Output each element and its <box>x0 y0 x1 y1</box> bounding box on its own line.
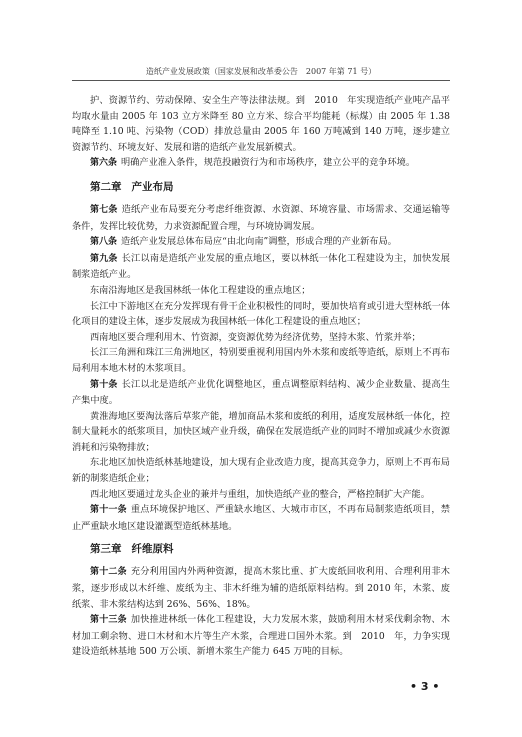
section-fiber <box>72 564 450 660</box>
paragraph-text: 明确产业准入条件，规范投融资行为和市场秩序，建立公平的竞争环境。 <box>121 157 416 169</box>
article-number: 第十条 <box>90 379 118 390</box>
page-number: • 3 • <box>410 680 440 693</box>
paragraph <box>72 455 450 486</box>
paragraph <box>72 299 450 330</box>
paragraph-text: 长江以南是造纸产业发展的重点地区，要以林纸一体化工程建设为主，加快发展制浆造纸产业。 <box>72 252 450 281</box>
paragraph-text: 护、资源节约、劳动保障、安全生产等法律法规。到 2010 年实现造纸产业吨产品平均取水量由 2005 年 103 立方米降至 80 立方米、综合平均能耗（标煤）由 2005 年 1.38 吨降至 1.10 吨、污染物（COD）排放总量由 2005 年 160 万吨减到 140 万吨，逐步建立资源节约、环境友好、发展和谐的造纸产业发展新模式。 <box>72 95 450 153</box>
paragraph-text: 西南地区要合理利用木、竹资源，变资源优势为经济优势，坚持木浆、竹浆并举； <box>90 331 421 343</box>
paragraph-text: 造纸产业发展总体布局应“由北向南”调整，形成合理的产业新布局。 <box>121 236 397 248</box>
chapter-title: 产业布局 <box>131 180 174 193</box>
paragraph <box>72 502 450 534</box>
paragraph-text: 东北地区加快造纸林基地建设，加大现有企业改造力度，提高其竞争力，原则上不再布局新的制浆造纸企业； <box>72 457 450 485</box>
paragraph <box>72 234 450 251</box>
paragraph-text: 长江以北是造纸产业优化调整地区，重点调整原料结构、减少企业数量、提高生产集中度。 <box>72 378 450 407</box>
paragraph-text: 东南沿海地区是我国林纸一体化工程建设的重点地区； <box>90 284 311 296</box>
article-number: 第十三条 <box>90 615 127 626</box>
header-rule <box>72 80 450 81</box>
chapter-number: 第三章 <box>90 543 122 556</box>
paragraph <box>72 251 450 283</box>
article-number: 第十一条 <box>90 505 127 516</box>
paragraph <box>72 283 450 299</box>
article-number: 第六条 <box>90 158 118 169</box>
paragraph <box>72 409 450 456</box>
paragraph <box>72 330 450 346</box>
paragraph-text: 加快推进林纸一体化工程建设，大力发展木浆，鼓励利用木材采伐剩余物、木材加工剩余物、进口木材和木片等生产木浆，合理进口国外木浆。到 2010 年，力争实现建设造纸林基地 500 万公顷、新增木浆生产能力 645 万吨的目标。 <box>72 614 450 658</box>
document-body <box>72 93 450 660</box>
paragraph-text: 西北地区要通过龙头企业的兼并与重组，加快造纸产业的整合，严格控制扩大产能。 <box>90 488 430 500</box>
chapter-number: 第二章 <box>90 180 122 193</box>
paragraph <box>72 612 450 660</box>
paragraph <box>72 93 450 155</box>
section-layout <box>72 202 450 534</box>
article-number: 第十二条 <box>90 567 127 578</box>
paragraph <box>72 202 450 234</box>
paragraph <box>72 487 450 503</box>
chapter-title: 纤维原料 <box>131 543 174 556</box>
paragraph-text: 造纸产业布局要充分考虑纤维资源、水资源、环境容量、市场需求、交通运输等条件，发挥比较优势，力求资源配置合理，与环境协调发展。 <box>72 203 450 232</box>
chapter-heading-2 <box>72 178 450 196</box>
paragraph <box>72 155 450 172</box>
paragraph-text: 长江中下游地区在充分发挥现有骨干企业积极性的同时，要加快培育或引进大型林纸一体化项目的建设主体，逐步发展成为我国林纸一体化工程建设的重点地区； <box>72 300 450 328</box>
paragraph <box>72 345 450 376</box>
article-number: 第九条 <box>90 253 118 264</box>
paragraph-text: 重点环境保护地区、严重缺水地区、大城市市区，不再布局制浆造纸项目，禁止严重缺水地区建设灌溉型造纸林基地。 <box>72 504 450 532</box>
article-number: 第八条 <box>90 237 118 248</box>
running-header: 造纸产业发展政策（国家发展和改革委公告 2007 年第 71 号） <box>145 67 377 76</box>
paragraph <box>72 564 450 612</box>
paragraph <box>72 377 450 409</box>
chapter-heading-3 <box>72 540 450 558</box>
paragraph-text: 长江三角洲和珠江三角洲地区，特别要重视利用国内外木浆和废纸等造纸，原则上不再布局利用本地木材的木浆项目。 <box>72 347 450 374</box>
section-intro <box>72 93 450 172</box>
article-number: 第七条 <box>90 204 118 215</box>
paragraph-text: 充分利用国内外两种资源，提高木浆比重、扩大废纸回收利用、合理利用非木浆，逐步形成以木纤维、废纸为主、非木纤维为辅的造纸原料结构。到 2010 年，木浆、废纸浆、非木浆结构达到 26%、56%、18%。 <box>72 566 450 610</box>
paragraph-text: 黄淮海地区要淘汰落后草浆产能，增加商品木浆和废纸的利用，适度发展林纸一体化，控制大量耗水的纸浆项目，加快区域产业升级，确保在发展造纸产业的同时不增加或减少水资源消耗和污染物排放； <box>72 410 450 453</box>
